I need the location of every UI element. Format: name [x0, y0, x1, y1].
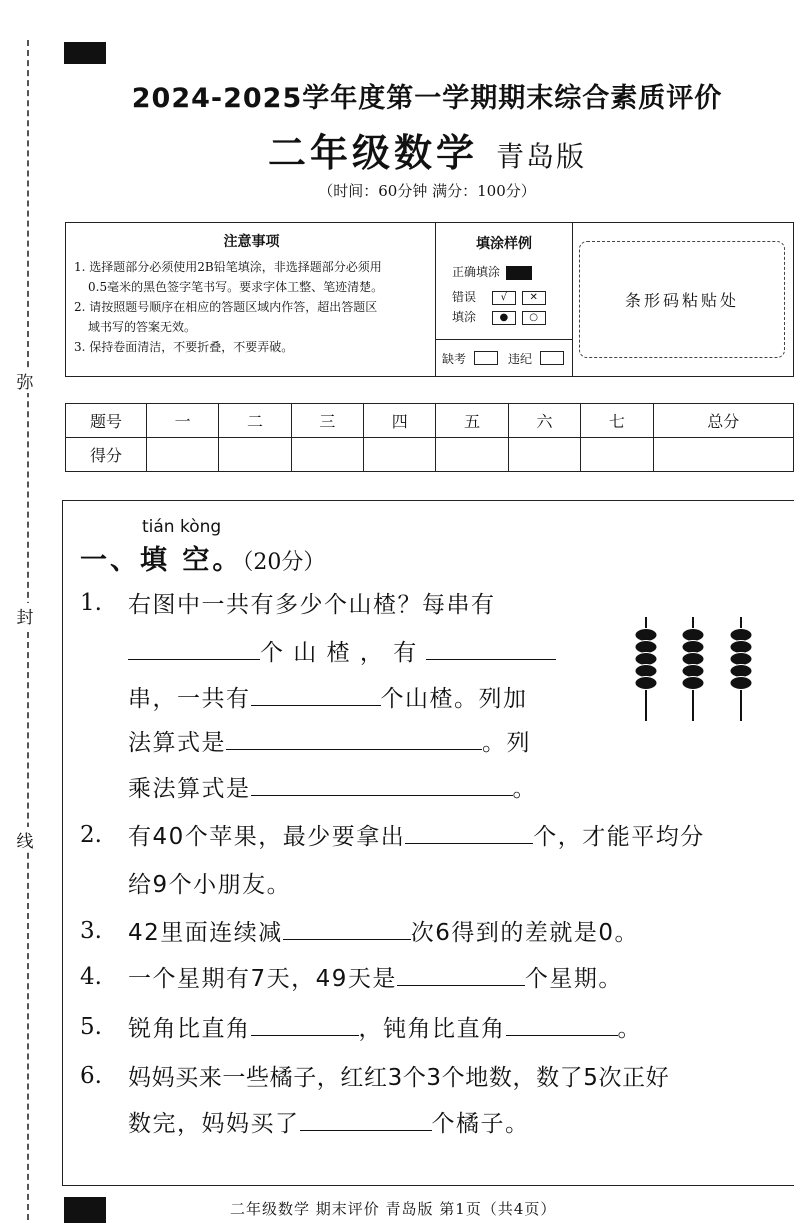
- notice-item: 3. 保持卷面清洁，不要折叠，不要弄破。: [74, 340, 294, 354]
- score-col-header: 三: [291, 404, 363, 438]
- hawthorn-berry: [730, 629, 752, 642]
- skewer-group: [635, 617, 752, 721]
- binding-char-feng: 封: [12, 603, 38, 628]
- absent-violation-row: [436, 339, 572, 376]
- hawthorn-berry: [730, 641, 752, 654]
- answer-blank[interactable]: [397, 967, 525, 986]
- exam-title: 2024-2025学年度第一学期期末综合素质评价: [131, 83, 723, 114]
- question-1-line-5: [128, 770, 537, 803]
- question-text: 个山楂。列加: [380, 686, 528, 712]
- question-text: 串，一共有: [128, 686, 251, 712]
- wrong-fill-row: [452, 288, 546, 305]
- notice-box: [65, 222, 794, 377]
- score-cell[interactable]: [147, 438, 219, 472]
- question-2-line-1: [128, 818, 705, 851]
- question-6-line-1: [128, 1059, 669, 1092]
- hawthorn-skewers-figure: [620, 615, 770, 725]
- question-text: 妈妈买来一些橘子，红红3个3个地数，数了5次正好: [128, 1065, 670, 1091]
- score-col-header: 五: [436, 404, 508, 438]
- question-text: 个 山 楂 ， 有: [260, 640, 418, 666]
- score-header-label: 题号: [66, 404, 147, 438]
- notice-item: 0.5毫米的黑色签字笔书写。要求字体工整、笔迹清楚。: [88, 280, 384, 294]
- question-text: ，钝角比直角: [358, 1016, 506, 1042]
- dot-mark-box: ●: [492, 311, 516, 325]
- answer-blank[interactable]: [300, 1112, 432, 1131]
- score-row-label: 得分: [66, 438, 147, 472]
- answer-blank[interactable]: [506, 1017, 618, 1036]
- cross-mark-box: ✕: [522, 291, 546, 305]
- fill-sample-title: 填涂样例: [476, 236, 532, 252]
- score-cell[interactable]: [364, 438, 436, 472]
- correct-fill-row: [452, 263, 532, 280]
- hawthorn-berry: [682, 665, 704, 678]
- hawthorn-berry: [635, 641, 657, 654]
- question-1-line-3: [128, 680, 528, 713]
- question-5-line-1: [128, 1010, 642, 1043]
- score-cell[interactable]: [581, 438, 653, 472]
- score-table-header-row: [66, 404, 794, 438]
- hawthorn-berry: [635, 665, 657, 678]
- wrong-fill-row-2: [452, 308, 546, 325]
- question-number: 6.: [80, 1063, 102, 1089]
- score-cell[interactable]: [291, 438, 363, 472]
- bottom-alignment-marker: [64, 1197, 106, 1223]
- notice-item: 1. 选择题部分必须使用2B铅笔填涂，非选择题部分必须用: [74, 260, 382, 274]
- hawthorn-berry: [682, 641, 704, 654]
- question-text: 42里面连续减: [128, 920, 283, 946]
- score-col-header: 四: [364, 404, 436, 438]
- section-pinyin: tián kòng: [142, 517, 222, 537]
- barcode-area: 条形码粘贴处: [579, 241, 785, 358]
- subject-line: [60, 122, 794, 177]
- answer-blank[interactable]: [426, 641, 556, 660]
- barcode-column: [573, 223, 793, 376]
- question-text: 。: [617, 1016, 642, 1042]
- score-col-header: 二: [219, 404, 291, 438]
- edition-label: 青岛版: [496, 140, 587, 173]
- question-4-line-1: [128, 960, 623, 993]
- score-col-header: 七: [581, 404, 653, 438]
- hawthorn-berry: [635, 677, 657, 690]
- score-cell[interactable]: [219, 438, 291, 472]
- hawthorn-berry: [682, 629, 704, 642]
- question-number: 2.: [80, 822, 102, 848]
- question-2-line-2: [128, 866, 291, 899]
- wrong-fill-label-1: 错误: [452, 290, 477, 304]
- answer-blank[interactable]: [251, 777, 513, 796]
- top-alignment-marker: [64, 42, 106, 64]
- subject-title: 二年级数学: [267, 131, 478, 175]
- question-text: 锐角比直角: [128, 1016, 251, 1042]
- question-text: 数完，妈妈买了: [128, 1111, 300, 1137]
- score-col-header: 总分: [653, 404, 793, 438]
- correct-fill-box: [506, 266, 532, 280]
- correct-fill-label: 正确填涂: [452, 265, 501, 279]
- answer-blank[interactable]: [405, 825, 533, 844]
- notice-item: 域书写的答案无效。: [88, 320, 197, 334]
- question-1-line-1: [128, 586, 496, 619]
- notice-item: 2. 请按照题号顺序在相应的答题区域内作答，超出答题区: [74, 300, 378, 314]
- question-number: 4.: [80, 964, 102, 990]
- absent-label: 缺考: [442, 352, 467, 366]
- hawthorn-berry: [730, 677, 752, 690]
- exam-info: （时间：60分钟 满分：100分）: [318, 182, 536, 200]
- score-col-header: 六: [508, 404, 580, 438]
- answer-blank[interactable]: [251, 1017, 359, 1036]
- score-col-header: 一: [147, 404, 219, 438]
- question-text: 右图中一共有多少个山楂？每串有: [128, 592, 496, 618]
- page-footer: 二年级数学 期末评价 青岛版 第1页（共4页）: [230, 1200, 557, 1218]
- absent-box[interactable]: [474, 351, 498, 365]
- binding-dashed-line: [27, 40, 29, 1220]
- question-text: 乘法算式是: [128, 776, 251, 802]
- question-number: 3.: [80, 918, 102, 944]
- hawthorn-berry: [682, 653, 704, 666]
- question-text: 。列: [482, 730, 531, 756]
- score-cell[interactable]: [436, 438, 508, 472]
- hawthorn-berry: [635, 653, 657, 666]
- score-table: [65, 403, 794, 472]
- score-cell[interactable]: [653, 438, 793, 472]
- question-1-line-2: [128, 634, 556, 667]
- hawthorn-berry: [730, 653, 752, 666]
- binding-char-mi: 弥: [12, 368, 38, 393]
- question-text: 有40个苹果，最少要拿出: [128, 824, 406, 850]
- section-points: （20分）: [242, 550, 326, 575]
- notice-column: [66, 223, 436, 376]
- wrong-fill-label-2: 填涂: [452, 310, 477, 324]
- violation-label: 违纪: [508, 352, 533, 366]
- question-number: 1.: [80, 590, 102, 616]
- question-6-line-2: [128, 1105, 530, 1138]
- section-heading: [80, 538, 325, 577]
- question-text: 法算式是: [128, 730, 226, 756]
- fill-sample-column: [436, 223, 573, 376]
- check-mark-box: √: [492, 291, 516, 305]
- question-text: 。: [512, 776, 537, 802]
- violation-box[interactable]: [540, 351, 564, 365]
- answer-blank[interactable]: [283, 921, 411, 940]
- binding-char-xian: 线: [12, 827, 38, 852]
- question-text: 给9个小朋友。: [128, 872, 292, 898]
- circle-mark-box: ○: [522, 311, 546, 325]
- answer-blank[interactable]: [128, 641, 260, 660]
- hawthorn-berry: [635, 629, 657, 642]
- question-3-line-1: [128, 914, 639, 947]
- score-cell[interactable]: [508, 438, 580, 472]
- hawthorn-berry: [682, 677, 704, 690]
- hawthorn-berry: [730, 665, 752, 678]
- score-table-score-row: [66, 438, 794, 472]
- question-text: 个星期。: [524, 966, 623, 992]
- answer-blank[interactable]: [226, 731, 482, 750]
- question-number: 5.: [80, 1014, 102, 1040]
- notice-title: 注意事项: [223, 234, 280, 250]
- answer-blank[interactable]: [251, 687, 381, 706]
- question-text: 一个星期有7天，49天是: [128, 966, 397, 992]
- question-1-line-4: [128, 724, 531, 757]
- question-text: 次6得到的差就是0。: [410, 920, 640, 946]
- question-text: 个橘子。: [431, 1111, 530, 1137]
- section-title: 一、填 空。: [80, 545, 243, 576]
- question-text: 个，才能平均分: [533, 824, 705, 850]
